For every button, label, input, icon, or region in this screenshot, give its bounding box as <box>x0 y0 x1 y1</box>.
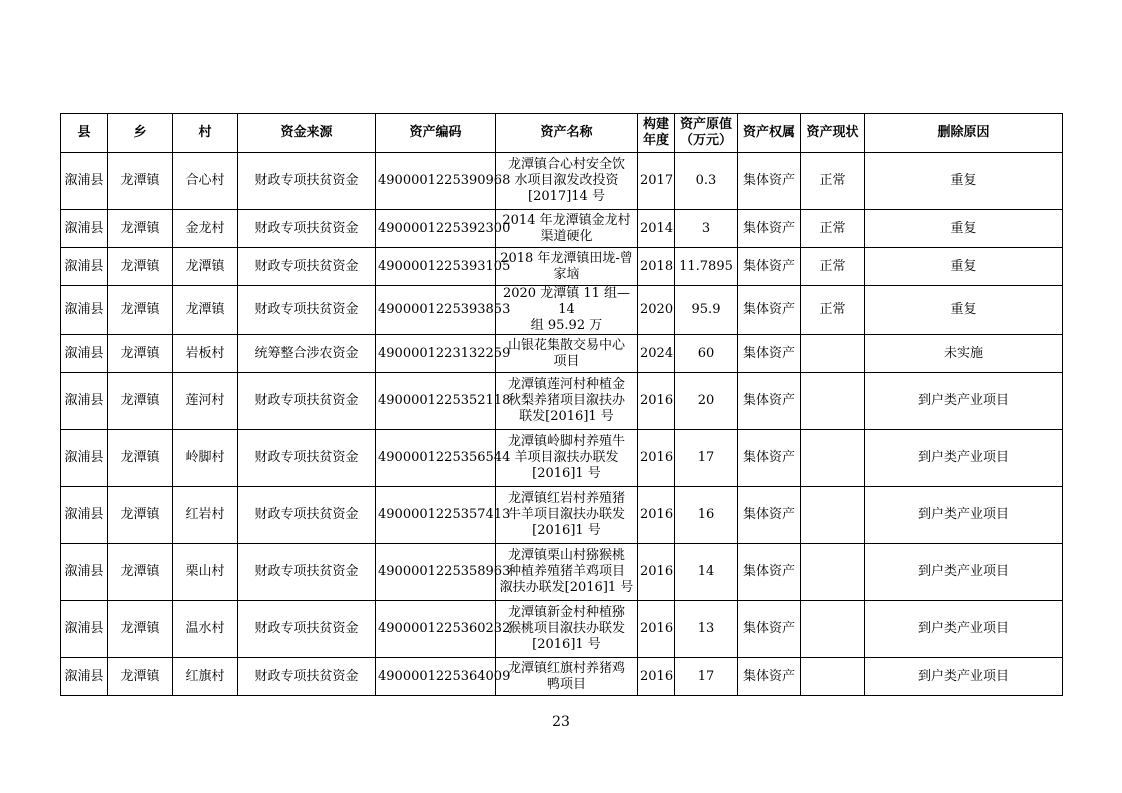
header-village: 村 <box>173 114 238 153</box>
cell-status <box>801 430 865 487</box>
cell-build-year: 2017 <box>638 153 675 210</box>
table-row <box>61 658 1063 696</box>
asset-name-line: 种植养殖猪羊鸡项目 <box>507 564 625 579</box>
cell-asset-code: 4900001225392300 <box>376 210 496 248</box>
cell-county: 溆浦县 <box>61 658 108 696</box>
cell-asset-code: 4900001225352118 <box>376 373 496 430</box>
header-fund-source: 资金来源 <box>238 114 376 153</box>
table-row <box>61 335 1063 373</box>
asset-rows <box>61 153 1063 696</box>
table-row <box>61 373 1063 430</box>
cell-village: 红旗村 <box>173 658 238 696</box>
cell-original-value: 13 <box>675 601 738 658</box>
asset-name-line: 羊项目溆扶办联发 <box>514 450 619 465</box>
cell-fund-source: 统筹整合涉农资金 <box>238 335 376 373</box>
cell-reason: 重复 <box>865 153 1063 210</box>
header-township: 乡 <box>108 114 173 153</box>
asset-name-line: 家垴 <box>553 266 580 282</box>
cell-village: 温水村 <box>173 601 238 658</box>
cell-asset-name <box>496 248 638 286</box>
header-build-year-line1: 构建 <box>642 117 669 132</box>
cell-build-year: 2020 <box>638 286 675 335</box>
cell-township: 龙潭镇 <box>108 601 173 658</box>
cell-reason: 重复 <box>865 286 1063 335</box>
cell-status <box>801 658 865 696</box>
asset-name-line: 渠道硬化 <box>540 228 593 244</box>
cell-original-value: 16 <box>675 487 738 544</box>
asset-name-line: 组 95.92 万 <box>530 318 603 333</box>
cell-reason: 重复 <box>865 248 1063 286</box>
cell-status: 正常 <box>801 286 865 335</box>
cell-ownership: 集体资产 <box>738 487 801 544</box>
cell-village: 龙潭镇 <box>173 248 238 286</box>
cell-ownership: 集体资产 <box>738 373 801 430</box>
asset-table <box>60 113 1063 696</box>
cell-original-value: 20 <box>675 373 738 430</box>
cell-asset-name <box>496 153 638 210</box>
cell-reason: 到户类产业项目 <box>865 430 1063 487</box>
header-county: 县 <box>61 114 108 153</box>
cell-asset-code: 4900001225358963 <box>376 544 496 601</box>
cell-build-year: 2024 <box>638 335 675 373</box>
cell-fund-source: 财政专项扶贫资金 <box>238 286 376 335</box>
cell-ownership: 集体资产 <box>738 430 801 487</box>
cell-build-year: 2016 <box>638 373 675 430</box>
asset-name-line: 2020 龙潭镇 11 组—14 <box>502 286 631 317</box>
cell-township: 龙潭镇 <box>108 658 173 696</box>
asset-name-line: [2016]1 号 <box>532 523 601 538</box>
cell-status <box>801 335 865 373</box>
cell-build-year: 2018 <box>638 248 675 286</box>
table-row <box>61 544 1063 601</box>
cell-asset-name <box>496 286 638 335</box>
cell-reason: 到户类产业项目 <box>865 373 1063 430</box>
cell-asset-name <box>496 373 638 430</box>
cell-status: 正常 <box>801 210 865 248</box>
cell-original-value: 3 <box>675 210 738 248</box>
cell-county: 溆浦县 <box>61 487 108 544</box>
cell-fund-source: 财政专项扶贫资金 <box>238 153 376 210</box>
cell-asset-name <box>496 430 638 487</box>
table-row <box>61 430 1063 487</box>
cell-status <box>801 373 865 430</box>
cell-ownership: 集体资产 <box>738 210 801 248</box>
page-number: 23 <box>552 714 570 730</box>
cell-fund-source: 财政专项扶贫资金 <box>238 601 376 658</box>
asset-name-line: 水项目溆发改投资 <box>514 173 619 188</box>
asset-name-line: 溆扶办联发[2016]1 号 <box>499 580 634 595</box>
cell-ownership: 集体资产 <box>738 153 801 210</box>
cell-ownership: 集体资产 <box>738 601 801 658</box>
cell-asset-code: 4900001225393105 <box>376 248 496 286</box>
asset-name-line: 项目 <box>553 353 580 369</box>
asset-name-line: 2018 年龙潭镇田垅-曾 <box>500 250 633 266</box>
asset-name-line: 2014 年龙潭镇金龙村 <box>502 212 631 228</box>
header-status: 资产现状 <box>801 114 865 153</box>
asset-name-line: [2016]1 号 <box>532 466 601 481</box>
table-row <box>61 210 1063 248</box>
asset-name-line: 龙潭镇岭脚村养殖牛 <box>507 434 625 449</box>
cell-county: 溆浦县 <box>61 248 108 286</box>
table-row <box>61 248 1063 286</box>
cell-build-year: 2014 <box>638 210 675 248</box>
table-row <box>61 601 1063 658</box>
cell-township: 龙潭镇 <box>108 487 173 544</box>
cell-status: 正常 <box>801 153 865 210</box>
cell-county: 溆浦县 <box>61 153 108 210</box>
cell-status <box>801 601 865 658</box>
cell-fund-source: 财政专项扶贫资金 <box>238 658 376 696</box>
cell-fund-source: 财政专项扶贫资金 <box>238 430 376 487</box>
asset-name-line: 猴桃项目溆扶办联发 <box>507 621 625 636</box>
cell-township: 龙潭镇 <box>108 544 173 601</box>
cell-asset-code: 4900001225364009 <box>376 658 496 696</box>
asset-name-line: 龙潭镇合心村安全饮 <box>507 157 625 172</box>
cell-village: 龙潭镇 <box>173 286 238 335</box>
cell-build-year: 2016 <box>638 544 675 601</box>
cell-build-year: 2016 <box>638 430 675 487</box>
cell-status <box>801 544 865 601</box>
cell-asset-code: 4900001225357413 <box>376 487 496 544</box>
cell-asset-code: 4900001223132259 <box>376 335 496 373</box>
cell-reason: 重复 <box>865 210 1063 248</box>
table-row <box>61 153 1063 210</box>
cell-asset-name <box>496 658 638 696</box>
cell-county: 溆浦县 <box>61 430 108 487</box>
cell-fund-source: 财政专项扶贫资金 <box>238 373 376 430</box>
asset-name-line: 龙潭镇栗山村猕猴桃 <box>507 548 625 563</box>
cell-village: 岭脚村 <box>173 430 238 487</box>
cell-ownership: 集体资产 <box>738 286 801 335</box>
asset-name-line: [2016]1 号 <box>532 637 601 652</box>
table-row <box>61 487 1063 544</box>
header-build-year-line2: 年度 <box>642 133 669 148</box>
cell-status <box>801 487 865 544</box>
cell-original-value: 95.9 <box>675 286 738 335</box>
cell-original-value: 11.7895 <box>675 248 738 286</box>
cell-township: 龙潭镇 <box>108 153 173 210</box>
header-original-value-line1: 资产原值 <box>679 117 732 132</box>
cell-ownership: 集体资产 <box>738 335 801 373</box>
cell-township: 龙潭镇 <box>108 286 173 335</box>
cell-township: 龙潭镇 <box>108 335 173 373</box>
asset-name-line: 龙潭镇新金村种植猕 <box>507 605 625 620</box>
header-build-year <box>638 114 675 153</box>
asset-name-line: 秋梨养猪项目溆扶办 <box>507 393 625 408</box>
cell-reason: 到户类产业项目 <box>865 544 1063 601</box>
cell-original-value: 14 <box>675 544 738 601</box>
cell-village: 栗山村 <box>173 544 238 601</box>
cell-fund-source: 财政专项扶贫资金 <box>238 248 376 286</box>
table-row <box>61 286 1063 335</box>
cell-township: 龙潭镇 <box>108 248 173 286</box>
header-original-value-line2: （万元） <box>679 133 732 148</box>
cell-asset-code: 4900001225390968 <box>376 153 496 210</box>
asset-name-line: 龙潭镇红岩村养殖猪 <box>507 491 625 506</box>
cell-township: 龙潭镇 <box>108 373 173 430</box>
cell-original-value: 17 <box>675 658 738 696</box>
cell-original-value: 60 <box>675 335 738 373</box>
asset-name-line: 龙潭镇莲河村种植金 <box>507 377 625 392</box>
cell-fund-source: 财政专项扶贫资金 <box>238 210 376 248</box>
header-row <box>61 114 1063 153</box>
cell-county: 溆浦县 <box>61 601 108 658</box>
cell-original-value: 17 <box>675 430 738 487</box>
asset-name-line: 鸭项目 <box>546 676 586 692</box>
header-reason: 删除原因 <box>865 114 1063 153</box>
cell-asset-name <box>496 210 638 248</box>
cell-county: 溆浦县 <box>61 373 108 430</box>
cell-ownership: 集体资产 <box>738 248 801 286</box>
cell-asset-code: 4900001225393853 <box>376 286 496 335</box>
asset-name-line: 龙潭镇红旗村养猪鸡 <box>507 660 625 676</box>
cell-asset-name <box>496 601 638 658</box>
cell-ownership: 集体资产 <box>738 658 801 696</box>
cell-asset-code: 4900001225356544 <box>376 430 496 487</box>
cell-township: 龙潭镇 <box>108 210 173 248</box>
cell-ownership: 集体资产 <box>738 544 801 601</box>
asset-name-line: [2017]14 号 <box>528 189 605 204</box>
header-original-value <box>675 114 738 153</box>
cell-status: 正常 <box>801 248 865 286</box>
cell-village: 合心村 <box>173 153 238 210</box>
cell-reason: 未实施 <box>865 335 1063 373</box>
cell-build-year: 2016 <box>638 487 675 544</box>
header-asset-code: 资产编码 <box>376 114 496 153</box>
asset-name-line: 山银花集散交易中心 <box>507 337 625 353</box>
cell-village: 莲河村 <box>173 373 238 430</box>
cell-reason: 到户类产业项目 <box>865 487 1063 544</box>
cell-build-year: 2016 <box>638 658 675 696</box>
cell-village: 红岩村 <box>173 487 238 544</box>
cell-asset-name <box>496 487 638 544</box>
cell-reason: 到户类产业项目 <box>865 658 1063 696</box>
cell-asset-code: 4900001225360232 <box>376 601 496 658</box>
cell-county: 溆浦县 <box>61 210 108 248</box>
cell-county: 溆浦县 <box>61 335 108 373</box>
cell-fund-source: 财政专项扶贫资金 <box>238 487 376 544</box>
cell-original-value: 0.3 <box>675 153 738 210</box>
cell-village: 金龙村 <box>173 210 238 248</box>
cell-build-year: 2016 <box>638 601 675 658</box>
cell-village: 岩板村 <box>173 335 238 373</box>
asset-name-line: 牛羊项目溆扶办联发 <box>507 507 625 522</box>
cell-county: 溆浦县 <box>61 544 108 601</box>
cell-township: 龙潭镇 <box>108 430 173 487</box>
cell-reason: 到户类产业项目 <box>865 601 1063 658</box>
cell-fund-source: 财政专项扶贫资金 <box>238 544 376 601</box>
header-asset-name: 资产名称 <box>496 114 638 153</box>
cell-county: 溆浦县 <box>61 286 108 335</box>
header-ownership: 资产权属 <box>738 114 801 153</box>
cell-asset-name <box>496 335 638 373</box>
asset-name-line: 联发[2016]1 号 <box>519 409 614 424</box>
cell-asset-name <box>496 544 638 601</box>
